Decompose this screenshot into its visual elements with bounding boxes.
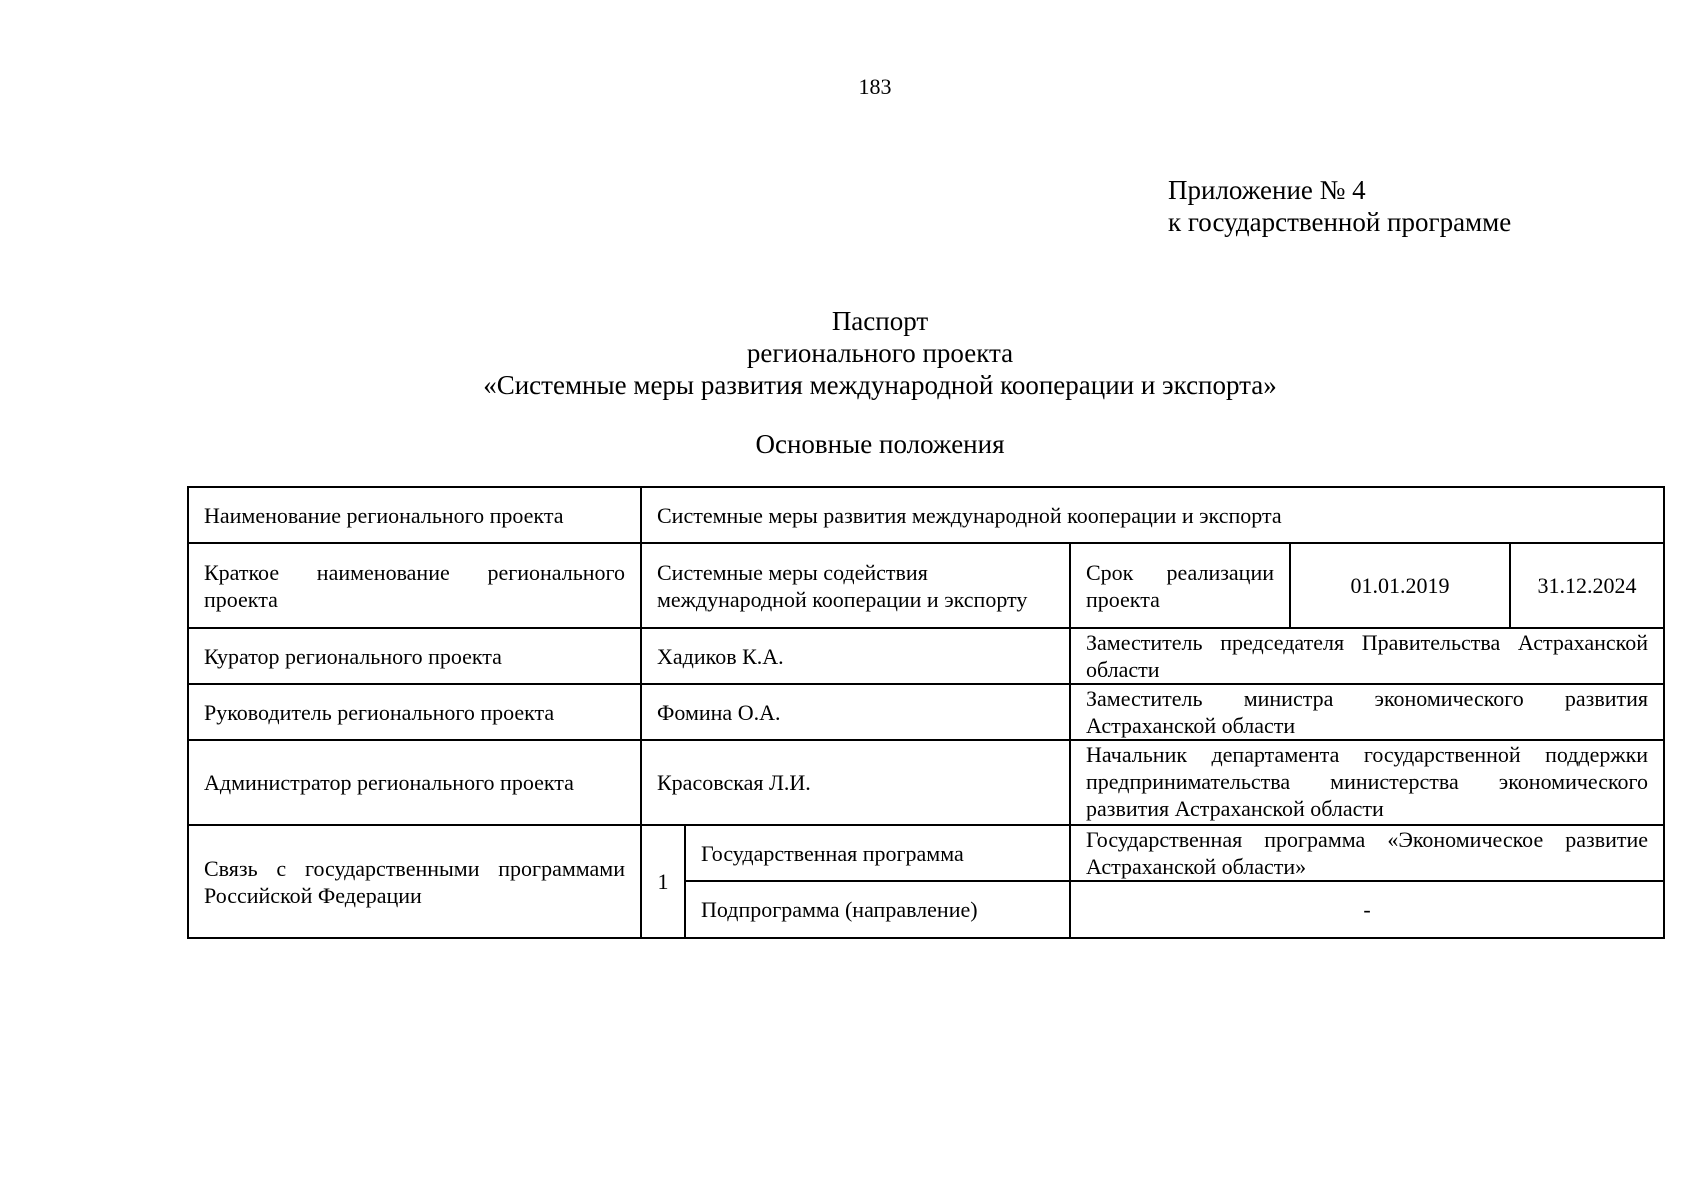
- title-line-3: «Системные меры развития международной кооперации и экспорта»: [483, 370, 1277, 400]
- appendix-line-1: Приложение № 4: [1168, 175, 1366, 205]
- table-row-name: [188, 487, 1664, 543]
- cell-head-name: Фомина О.А.: [641, 684, 1070, 740]
- table-row-head: [188, 684, 1664, 740]
- cell-short-label: Краткое наименование регионального проекта: [188, 543, 641, 628]
- table-row-admin: [188, 740, 1664, 825]
- cell-admin-label: Администратор регионального проекта: [188, 740, 641, 825]
- cell-term-label: Срок реализации проекта: [1070, 543, 1290, 628]
- page-number: 183: [858, 74, 892, 99]
- section-subtitle: Основные положения: [755, 429, 1005, 459]
- cell-subprogram-label: Подпрограмма (направление): [685, 881, 1070, 938]
- cell-name-label: Наименование регионального проекта: [188, 487, 641, 543]
- table-row-program: [188, 825, 1664, 881]
- table-row-curator: [188, 628, 1664, 684]
- cell-short-value: Системные меры содействия международной кооперации и экспорту: [641, 543, 1070, 628]
- cell-link-number: 1: [641, 825, 685, 938]
- document-title: [0, 305, 1697, 401]
- cell-program-label: Государственная программа: [685, 825, 1070, 881]
- cell-head-label: Руководитель регионального проекта: [188, 684, 641, 740]
- cell-link-label: Связь с государственными программами Российской Федерации: [188, 825, 641, 938]
- table-row-short-name: [188, 543, 1664, 628]
- cell-admin-name: Красовская Л.И.: [641, 740, 1070, 825]
- cell-curator-label: Куратор регионального проекта: [188, 628, 641, 684]
- cell-start-date: 01.01.2019: [1290, 543, 1510, 628]
- cell-admin-position: Начальник департамента государственной поддержки предпринимательства министерства экономического развития Астраханской области: [1070, 740, 1664, 825]
- title-line-1: Паспорт: [831, 306, 929, 336]
- cell-subprogram-value: -: [1070, 881, 1664, 938]
- cell-curator-name: Хадиков К.А.: [641, 628, 1070, 684]
- cell-end-date: 31.12.2024: [1510, 543, 1664, 628]
- cell-name-value: Системные меры развития международной кооперации и экспорта: [641, 487, 1664, 543]
- cell-head-position: Заместитель министра экономического развития Астраханской области: [1070, 684, 1664, 740]
- appendix-note: [1168, 174, 1511, 238]
- title-line-2: регионального проекта: [746, 338, 1014, 368]
- cell-curator-position: Заместитель председателя Правительства Астраханской области: [1070, 628, 1664, 684]
- appendix-line-2: к государственной программе: [1168, 207, 1512, 237]
- passport-table: [187, 486, 1665, 939]
- cell-program-value: Государственная программа «Экономическое развитие Астраханской области»: [1070, 825, 1664, 881]
